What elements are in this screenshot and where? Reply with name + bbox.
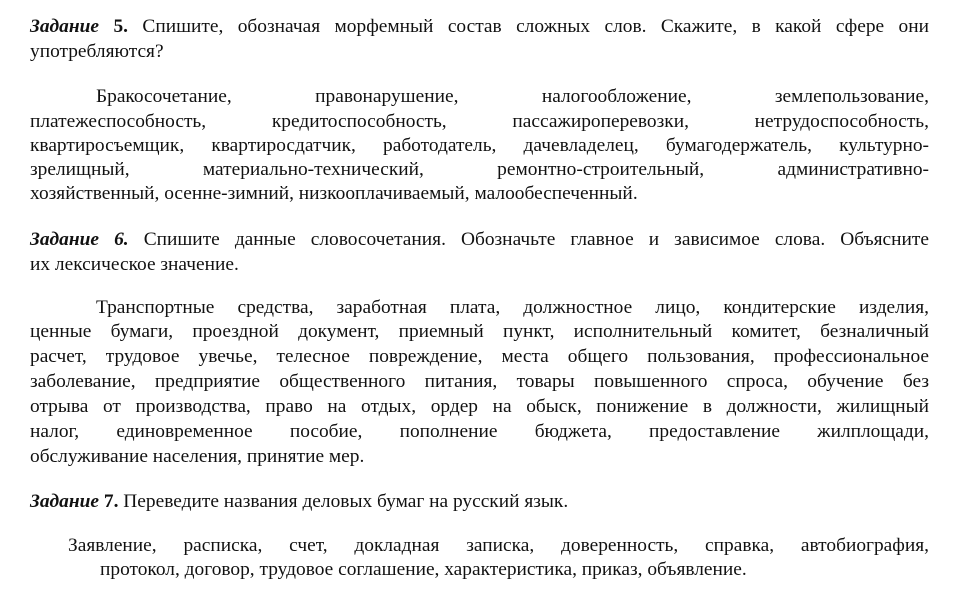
task5-question-part-2: употребляются? (30, 41, 164, 62)
task6-question-part-2: их лексическое значение. (30, 254, 239, 275)
task7-question: Переведите названия деловых бумаг на русский язык. (118, 491, 569, 512)
task5-word-line: зрелищный, материально-технический, ремонтно-строительный, административно- (30, 159, 929, 180)
task6-phrase-line: расчет, трудовое увечье, телесное повреждение, места общего пользования, профессиональное (30, 346, 929, 367)
task7-heading (30, 490, 929, 514)
task6-heading-line-1 (30, 228, 929, 252)
task5-number: 5. (113, 16, 128, 37)
task6-phrase-line: отрыва от производства, право на отдых, ордер на обыск, понижение в должности, жилищный (30, 396, 929, 417)
task7-label: Задание (30, 491, 100, 512)
task6-question-part-1: Спишите данные словосочетания. Обозначьте главное и зависимое слова. Объясните (128, 229, 929, 250)
task5-word-line: хозяйственный, осенне-зимний, низкооплачиваемый, малообеспеченный. (30, 183, 638, 204)
task6-phrase-line: обслуживание населения, принятие мер. (30, 446, 365, 467)
task6-phrase-line: заболевание, предприятие общественного питания, товары повышенного спроса, обучение без (30, 371, 929, 392)
task5-heading-line-1 (30, 15, 929, 39)
task7-document-line: Заявление, расписка, счет, докладная записка, доверенность, справка, автобиография, (68, 535, 929, 556)
task6-phrase-line: Транспортные средства, заработная плата, должностное лицо, кондитерские изделия, (96, 297, 929, 318)
task7-document-line: протокол, договор, трудовое соглашение, характеристика, приказ, объявление. (100, 559, 747, 580)
task5-word-line: Бракосочетание, правонарушение, налогообложение, землепользование, (96, 86, 929, 107)
task6-phrase-line: ценные бумаги, проездной документ, приемный пункт, исполнительный комитет, безналичный (30, 321, 929, 342)
task5-word-line: платежеспособность, кредитоспособность, пассажироперевозки, нетрудоспособность, (30, 111, 929, 132)
task6-label: Задание 6. (30, 229, 129, 250)
task5-question-part-1: Спишите, обозначая морфемный состав сложных слов. Скажите, в какой сфере они (128, 16, 929, 37)
task5-label: Задание (30, 16, 100, 37)
task6-phrase-line: налог, единовременное пособие, пополнение бюджета, предоставление жилплощади, (30, 421, 929, 442)
task7-number: 7. (103, 491, 119, 512)
task5-word-line: квартиросъемщик, квартиросдатчик, работодатель, дачевладелец, бумагодержатель, культурно- (30, 135, 929, 156)
